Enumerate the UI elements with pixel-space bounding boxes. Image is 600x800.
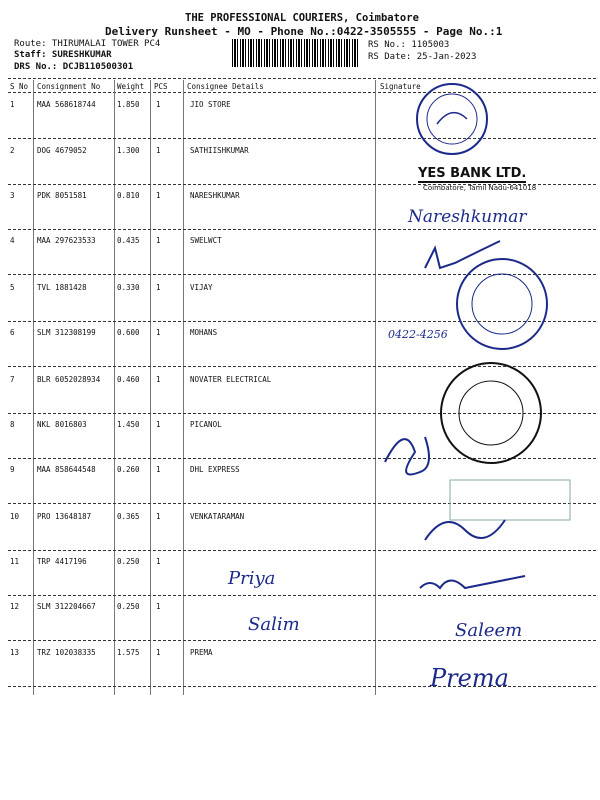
row-2-weight: 1.300 — [117, 146, 140, 155]
row-7-pcs: 1 — [156, 375, 161, 384]
route: Route: THIRUMALAI TOWER PC4 — [14, 39, 161, 49]
row-4-pcs: 1 — [156, 236, 161, 245]
row-6-pcs: 1 — [156, 328, 161, 337]
runsheet-subtitle: Delivery Runsheet - MO - Phone No.:0422-3505555 - Page No.:1 — [105, 25, 503, 38]
row-1-weight: 1.850 — [117, 100, 140, 109]
row-9-weight: 0.260 — [117, 465, 140, 474]
row-6-sno: 6 — [10, 328, 15, 337]
row-12-weight: 0.250 — [117, 602, 140, 611]
row-5-sno: 5 — [10, 283, 15, 292]
row-11-pcs: 1 — [156, 557, 161, 566]
row-2-consignee: SATHIISHKUMAR — [190, 146, 249, 155]
row-2-cons: DOG 4679052 — [37, 146, 87, 155]
row-10-cons: PRO 13648187 — [37, 512, 92, 521]
row-13-consignee: PREMA — [190, 648, 213, 657]
col-divider — [33, 80, 34, 695]
row-8-pcs: 1 — [156, 420, 161, 429]
drs-number: DRS No.: DCJB110500301 — [14, 62, 134, 72]
row-5-pcs: 1 — [156, 283, 161, 292]
yes-bank-stamp: YES BANK LTD. — [418, 166, 527, 181]
company-round-stamp — [452, 254, 552, 354]
signature-row12: Saleem — [455, 620, 523, 641]
row-5-weight: 0.330 — [117, 283, 140, 292]
consignee-row12-handwritten: Salim — [248, 614, 300, 635]
col-header-signature: Signature — [380, 82, 421, 91]
novatech-round-stamp — [436, 358, 546, 468]
row-8-consignee: PICANOL — [190, 420, 222, 429]
row-4-cons: MAA 297623533 — [37, 236, 96, 245]
rs-date: RS Date: 25-Jan-2023 — [368, 52, 477, 62]
row-3-cons: PDK 8051581 — [37, 191, 87, 200]
row-2-sno: 2 — [10, 146, 15, 155]
col-header-sno: S No — [10, 82, 29, 91]
row-13-weight: 1.575 — [117, 648, 140, 657]
row-10-weight: 0.365 — [117, 512, 140, 521]
col-header-consignment: Consignment No — [37, 82, 101, 91]
row-divider — [8, 138, 596, 139]
row-3-sno: 3 — [10, 191, 15, 200]
row-11-cons: TRP 4417196 — [37, 557, 87, 566]
col-header-consignee: Consignee Details — [187, 82, 264, 91]
signature-row10-stamp — [420, 470, 580, 560]
col-divider — [375, 80, 376, 695]
rs-number: RS No.: 1105003 — [368, 40, 450, 50]
row-11-sno: 11 — [10, 557, 20, 566]
row-7-consignee: NOVATER ELECTRICAL — [190, 375, 272, 384]
row-3-weight: 0.810 — [117, 191, 140, 200]
staff: Staff: SURESHKUMAR — [14, 50, 112, 60]
row-11-weight: 0.250 — [117, 557, 140, 566]
row-5-cons: TVL 1881428 — [37, 283, 87, 292]
row-7-weight: 0.460 — [117, 375, 140, 384]
row-12-sno: 12 — [10, 602, 20, 611]
col-divider — [183, 80, 184, 695]
signature-row11 — [415, 568, 545, 598]
yes-bank-stamp-address: Coimbatore, Tamil Nadu-641018 — [423, 184, 537, 192]
row-9-cons: MAA 858644548 — [37, 465, 96, 474]
row-1-consignee: JIO STORE — [190, 100, 231, 109]
col-header-pcs: PCS — [154, 82, 168, 91]
signature-row6-note: 0422-4256 — [388, 328, 448, 341]
row-7-cons: BLR 6052028934 — [37, 375, 101, 384]
consignee-row11-handwritten: Priya — [228, 568, 276, 589]
row-13-cons: TRZ 102038335 — [37, 648, 96, 657]
row-9-sno: 9 — [10, 465, 15, 474]
row-10-consignee: VENKATARAMAN — [190, 512, 245, 521]
row-3-pcs: 1 — [156, 191, 161, 200]
row-1-sno: 1 — [10, 100, 15, 109]
row-6-cons: SLM 312308199 — [37, 328, 96, 337]
col-divider — [114, 80, 115, 695]
row-1-pcs: 1 — [156, 100, 161, 109]
jio-store-stamp — [412, 80, 492, 158]
row-9-consignee: DHL EXPRESS — [190, 465, 240, 474]
row-12-cons: SLM 312204667 — [37, 602, 96, 611]
row-9-pcs: 1 — [156, 465, 161, 474]
row-5-consignee: VIJAY — [190, 283, 213, 292]
row-divider — [8, 229, 596, 230]
row-2-pcs: 1 — [156, 146, 161, 155]
company-name: THE PROFESSIONAL COURIERS, Coimbatore — [185, 12, 419, 24]
row-10-sno: 10 — [10, 512, 20, 521]
row-4-consignee: SWELWCT — [190, 236, 222, 245]
row-7-sno: 7 — [10, 375, 15, 384]
row-13-pcs: 1 — [156, 648, 161, 657]
row-8-sno: 8 — [10, 420, 15, 429]
row-6-consignee: MOHANS — [190, 328, 218, 337]
barcode — [232, 39, 360, 67]
row-12-pcs: 1 — [156, 602, 161, 611]
signature-row13: Prema — [430, 664, 509, 692]
row-4-sno: 4 — [10, 236, 15, 245]
header-top-rule — [8, 78, 596, 79]
signature-row3: Nareshkumar — [408, 207, 527, 227]
col-divider — [150, 80, 151, 695]
row-8-cons: NKL 8016803 — [37, 420, 87, 429]
row-6-weight: 0.600 — [117, 328, 140, 337]
row-13-sno: 13 — [10, 648, 20, 657]
row-8-weight: 1.450 — [117, 420, 140, 429]
col-header-weight: Weight — [117, 82, 145, 91]
row-1-cons: MAA 568618744 — [37, 100, 96, 109]
row-4-weight: 0.435 — [117, 236, 140, 245]
header-bottom-rule — [8, 92, 596, 93]
row-10-pcs: 1 — [156, 512, 161, 521]
row-3-consignee: NARESHKUMAR — [190, 191, 240, 200]
